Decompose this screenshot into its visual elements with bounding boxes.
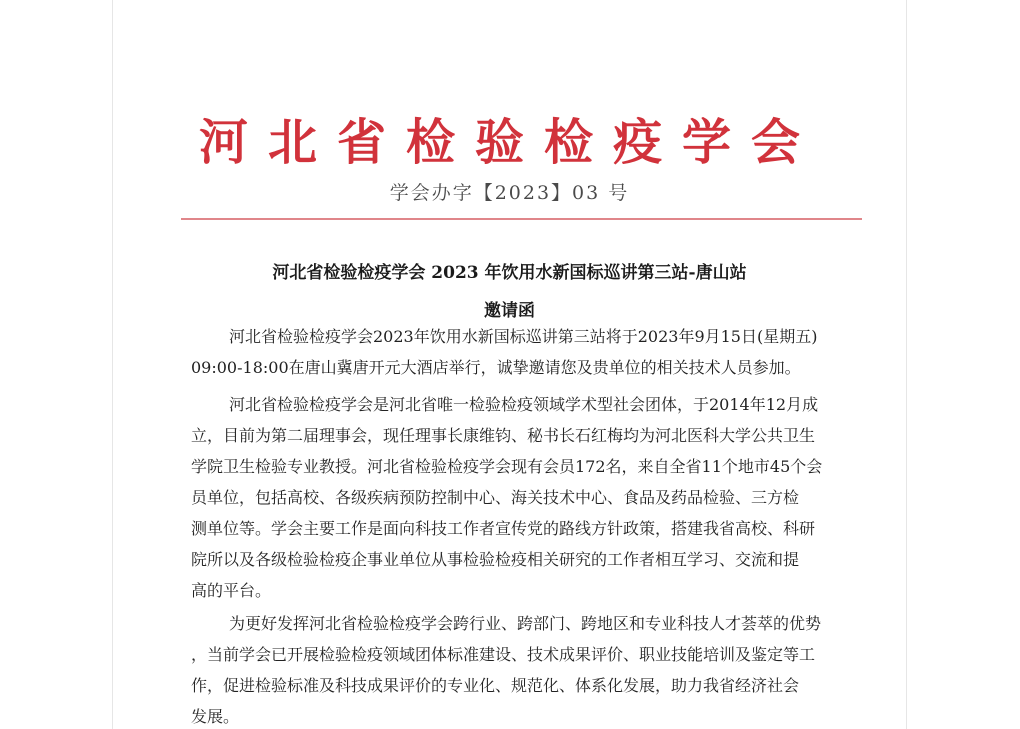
body-line: 河北省检验检疫学会是河北省唯一检验检疫领域学术型社会团体，于2014年12月成	[229, 395, 819, 414]
body-line: 立，目前为第二届理事会，现任理事长康维钧、秘书长石红梅均为河北医科大学公共卫生	[191, 426, 816, 445]
body-line: 院所以及各级检验检疫企事业单位从事检验检疫相关研究的工作者相互学习、交流和提	[191, 550, 800, 569]
document-number: 学会办字【2023】03 号	[389, 182, 630, 204]
letterhead-divider	[181, 218, 862, 220]
body-line: 09:00-18:00在唐山冀唐开元大酒店举行，诚挚邀请您及贵单位的相关技术人员参加。	[191, 358, 801, 377]
letterhead-org-name: 河北省检验检疫学会	[198, 114, 820, 171]
document-page	[112, 0, 907, 729]
body-line: 测单位等。学会主要工作是面向科技工作者宣传党的路线方针政策，搭建我省高校、科研	[191, 519, 816, 538]
notice-title: 河北省检验检疫学会 2023 年饮用水新国标巡讲第三站-唐山站	[272, 263, 747, 283]
body-line: 发展。	[191, 707, 240, 726]
notice-subtitle: 邀请函	[484, 301, 535, 321]
body-line: 作，促进检验标准及科技成果评价的专业化、规范化、体系化发展，助力我省经济社会	[191, 676, 800, 695]
body-line: 河北省检验检疫学会2023年饮用水新国标巡讲第三站将于2023年9月15日(星期五)	[229, 327, 818, 346]
body-line: 员单位，包括高校、各级疾病预防控制中心、海关技术中心、食品及药品检验、三方检	[191, 488, 800, 507]
body-line: 为更好发挥河北省检验检疫学会跨行业、跨部门、跨地区和专业科技人才荟萃的优势	[229, 614, 822, 633]
body-line: ，当前学会已开展检验检疫领域团体标准建设、技术成果评价、职业技能培训及鉴定等工	[191, 645, 816, 664]
body-line: 学院卫生检验专业教授。河北省检验检疫学会现有会员172名，来自全省11个地市45个会	[191, 457, 823, 476]
body-line: 高的平台。	[191, 581, 272, 600]
